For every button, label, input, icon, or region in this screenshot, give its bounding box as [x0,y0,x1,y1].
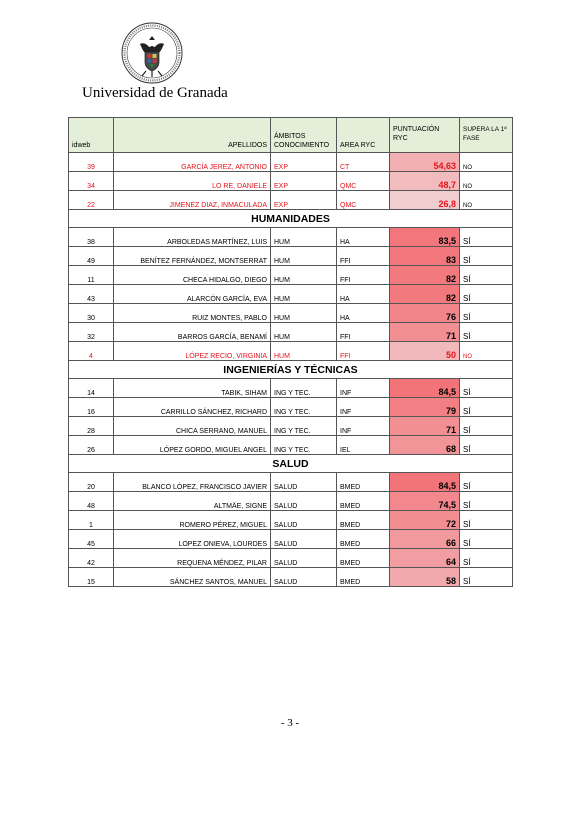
cell-puntuacion: 82 [390,285,460,304]
cell-ambito: SALUD [271,568,337,587]
header-ambitos: ÁMBITOS CONOCIMIENTO [271,118,337,153]
cell-ambito: ING Y TEC. [271,436,337,455]
cell-area: QMC [337,172,390,191]
cell-area: QMC [337,191,390,210]
cell-puntuacion: 66 [390,530,460,549]
cell-ambito: HUM [271,266,337,285]
cell-ambito: SALUD [271,549,337,568]
cell-puntuacion: 71 [390,323,460,342]
university-seal-logo [121,22,183,84]
table-row [69,417,513,436]
cell-idweb: 39 [69,153,114,172]
section-row [69,361,513,379]
cell-apellidos: TABIK, SIHAM [114,379,271,398]
cell-puntuacion: 64 [390,549,460,568]
cell-ambito: ING Y TEC. [271,398,337,417]
header-area: AREA RYC [337,118,390,153]
cell-supera: NO [460,172,513,191]
cell-puntuacion: 48,7 [390,172,460,191]
cell-area: FFI [337,323,390,342]
cell-puntuacion: 83 [390,247,460,266]
cell-area: BMED [337,473,390,492]
cell-puntuacion: 50 [390,342,460,361]
cell-idweb: 34 [69,172,114,191]
section-row [69,210,513,228]
table-row [69,511,513,530]
cell-apellidos: CHICA SERRANO, MANUEL [114,417,271,436]
cell-apellidos: LÓPEZ GORDO, MIGUEL ANGEL [114,436,271,455]
cell-puntuacion: 84,5 [390,473,460,492]
cell-ambito: SALUD [271,530,337,549]
cell-puntuacion: 82 [390,266,460,285]
cell-apellidos: LÓPEZ RECIO, VIRGINIA [114,342,271,361]
cell-ambito: SALUD [271,492,337,511]
cell-puntuacion: 83,5 [390,228,460,247]
cell-idweb: 14 [69,379,114,398]
cell-supera: SÍ [460,398,513,417]
cell-apellidos: BLANCO LÓPEZ, FRANCISCO JAVIER [114,473,271,492]
table-row [69,247,513,266]
section-title: INGENIERÍAS Y TÉCNICAS [69,361,513,379]
cell-supera: SÍ [460,568,513,587]
cell-idweb: 38 [69,228,114,247]
cell-area: CT [337,153,390,172]
cell-puntuacion: 68 [390,436,460,455]
header-idweb: idweb [69,118,114,153]
cell-supera: SÍ [460,247,513,266]
cell-area: HA [337,304,390,323]
cell-idweb: 28 [69,417,114,436]
header-apellidos: APELLIDOS [114,118,271,153]
cell-puntuacion: 79 [390,398,460,417]
table-row [69,568,513,587]
header-puntuacion: PUNTUACIÓN RYC [390,118,460,153]
cell-puntuacion: 76 [390,304,460,323]
cell-supera: SÍ [460,323,513,342]
cell-idweb: 32 [69,323,114,342]
header-supera: SUPERA LA 1ª FASE [460,118,513,153]
cell-supera: SÍ [460,228,513,247]
cell-idweb: 26 [69,436,114,455]
cell-area: INF [337,417,390,436]
cell-puntuacion: 26,8 [390,191,460,210]
cell-ambito: SALUD [271,473,337,492]
cell-idweb: 4 [69,342,114,361]
table-row [69,285,513,304]
cell-ambito: ING Y TEC. [271,379,337,398]
cell-apellidos: LO RE, DANIELE [114,172,271,191]
cell-supera: SÍ [460,473,513,492]
cell-ambito: HUM [271,285,337,304]
cell-ambito: HUM [271,323,337,342]
cell-area: FFI [337,342,390,361]
cell-ambito: SALUD [271,511,337,530]
table-row [69,191,513,210]
table-row [69,436,513,455]
table-row [69,304,513,323]
cell-apellidos: ALTMÄE, SIGNE [114,492,271,511]
cell-supera: SÍ [460,511,513,530]
cell-ambito: EXP [271,191,337,210]
cell-area: FFI [337,266,390,285]
cell-puntuacion: 72 [390,511,460,530]
cell-apellidos: RUIZ MONTES, PABLO [114,304,271,323]
cell-apellidos: BENÍTEZ FERNÁNDEZ, MONTSERRAT [114,247,271,266]
cell-supera: SÍ [460,266,513,285]
table-row [69,172,513,191]
cell-idweb: 42 [69,549,114,568]
cell-puntuacion: 58 [390,568,460,587]
results-table [68,117,513,587]
cell-area: FFI [337,247,390,266]
table-row [69,323,513,342]
cell-supera: SÍ [460,549,513,568]
cell-supera: SÍ [460,285,513,304]
cell-apellidos: REQUENA MÉNDEZ, PILAR [114,549,271,568]
cell-area: INF [337,398,390,417]
table-row [69,228,513,247]
cell-apellidos: SÁNCHEZ SANTOS, MANUEL [114,568,271,587]
cell-idweb: 30 [69,304,114,323]
cell-puntuacion: 71 [390,417,460,436]
table-row [69,266,513,285]
cell-supera: SÍ [460,304,513,323]
cell-puntuacion: 74,5 [390,492,460,511]
cell-area: BMED [337,511,390,530]
cell-area: BMED [337,549,390,568]
cell-idweb: 20 [69,473,114,492]
cell-idweb: 45 [69,530,114,549]
section-row [69,455,513,473]
cell-supera: SÍ [460,436,513,455]
cell-ambito: EXP [271,172,337,191]
cell-ambito: HUM [271,247,337,266]
university-name: Universidad de Granada [82,85,228,101]
cell-supera: NO [460,191,513,210]
cell-apellidos: GARCÍA JEREZ, ANTONIO [114,153,271,172]
section-title: HUMANIDADES [69,210,513,228]
cell-idweb: 1 [69,511,114,530]
cell-area: INF [337,379,390,398]
cell-idweb: 11 [69,266,114,285]
cell-ambito: HUM [271,342,337,361]
cell-idweb: 22 [69,191,114,210]
cell-apellidos: ROMERO PÉREZ, MIGUEL [114,511,271,530]
cell-supera: NO [460,342,513,361]
table-row [69,398,513,417]
table-header-row [69,118,513,153]
cell-ambito: HUM [271,304,337,323]
table-row [69,492,513,511]
table-row [69,342,513,361]
cell-supera: NO [460,153,513,172]
cell-ambito: ING Y TEC. [271,417,337,436]
cell-area: BMED [337,492,390,511]
cell-apellidos: BARROS GARCÍA, BENAMÍ [114,323,271,342]
cell-apellidos: CARRILLO SÁNCHEZ, RICHARD [114,398,271,417]
table-row [69,549,513,568]
cell-idweb: 48 [69,492,114,511]
cell-puntuacion: 84,5 [390,379,460,398]
table-row [69,153,513,172]
cell-idweb: 16 [69,398,114,417]
cell-apellidos: ALARCÓN GARCÍA, EVA [114,285,271,304]
cell-puntuacion: 54,63 [390,153,460,172]
cell-ambito: EXP [271,153,337,172]
cell-idweb: 15 [69,568,114,587]
table-row [69,473,513,492]
cell-ambito: HUM [271,228,337,247]
cell-apellidos: CHECA HIDALGO, DIEGO [114,266,271,285]
table-row [69,379,513,398]
cell-supera: SÍ [460,530,513,549]
page-number: - 3 - [280,717,300,729]
cell-idweb: 49 [69,247,114,266]
cell-supera: SÍ [460,379,513,398]
cell-area: HA [337,228,390,247]
cell-area: BMED [337,530,390,549]
cell-apellidos: ARBOLEDAS MARTÍNEZ, LUIS [114,228,271,247]
cell-apellidos: JIMENEZ DIAZ, INMACULADA [114,191,271,210]
cell-area: HA [337,285,390,304]
cell-apellidos: LOPEZ ONIEVA, LOURDES [114,530,271,549]
cell-area: BMED [337,568,390,587]
cell-area: IEL [337,436,390,455]
cell-idweb: 43 [69,285,114,304]
cell-supera: SÍ [460,492,513,511]
section-title: SALUD [69,455,513,473]
table-row [69,530,513,549]
cell-supera: SÍ [460,417,513,436]
